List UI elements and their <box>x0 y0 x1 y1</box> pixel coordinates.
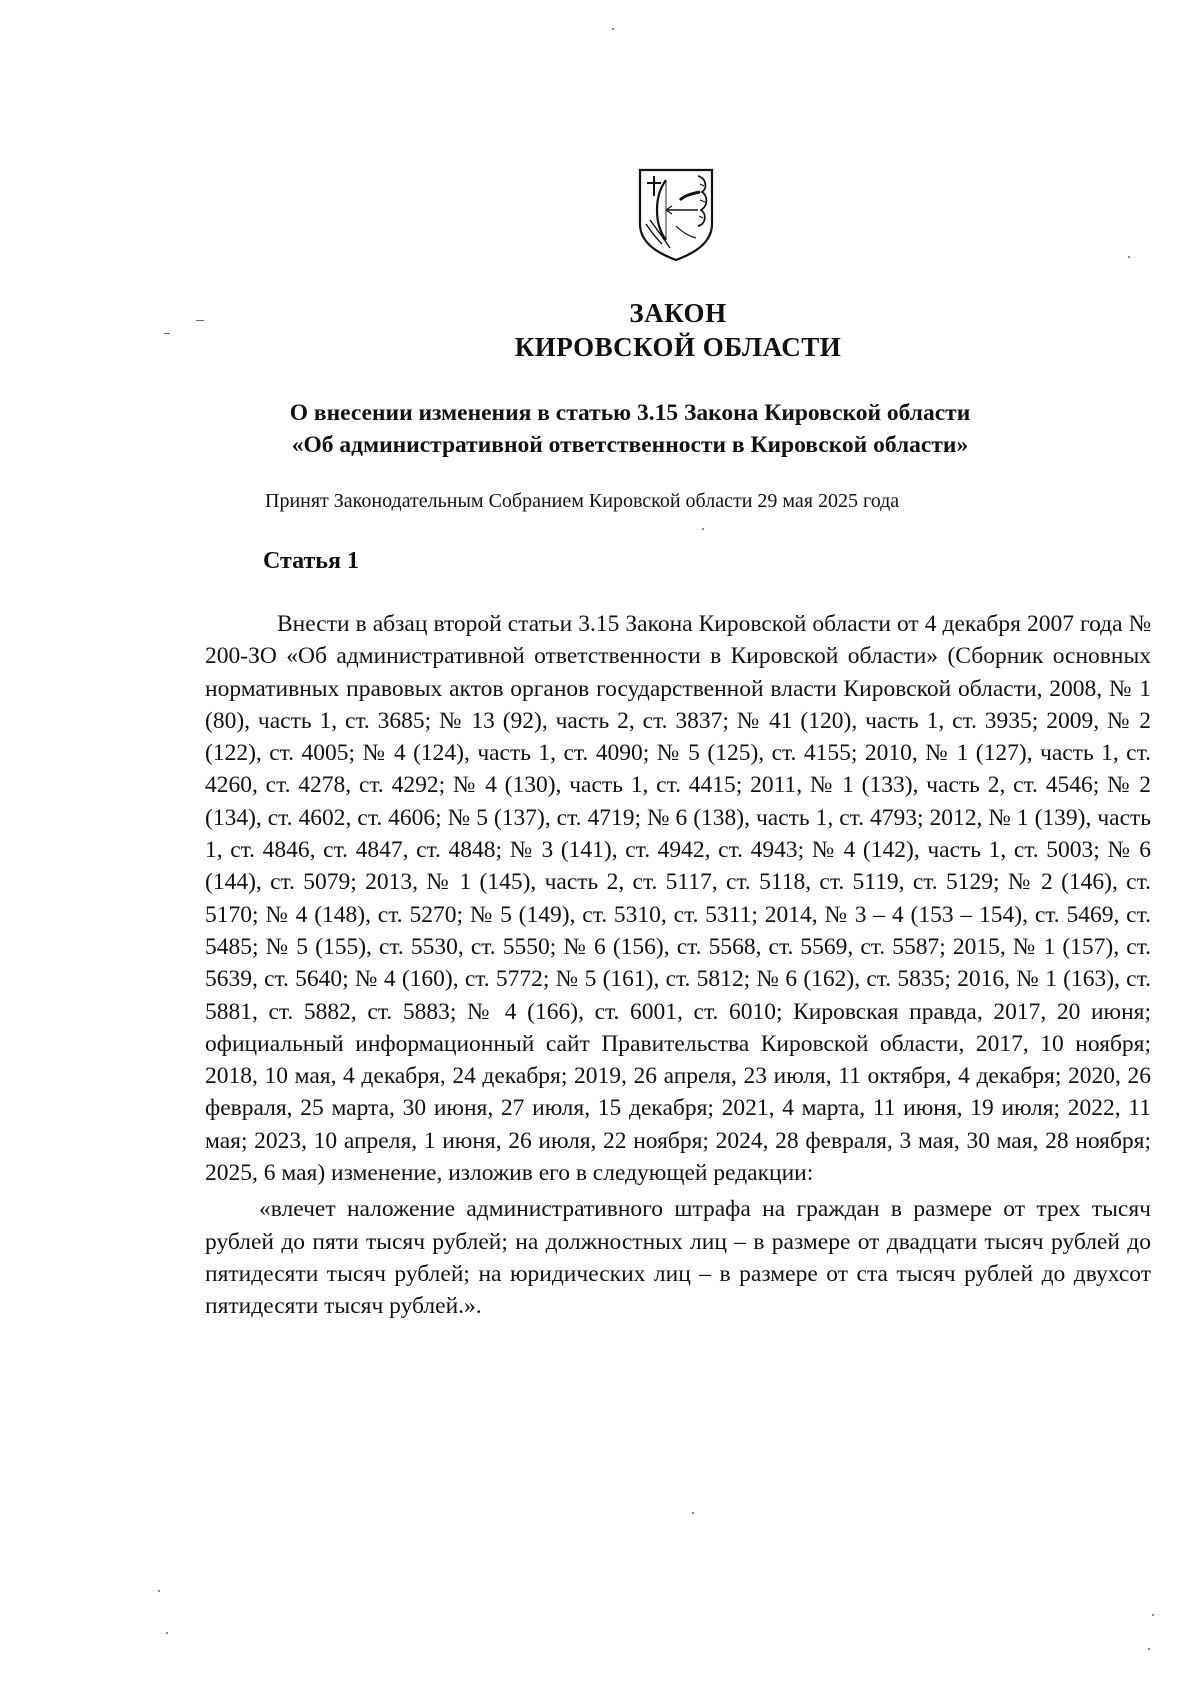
scan-artifact <box>702 528 704 530</box>
scan-artifact <box>1148 1648 1150 1650</box>
law-title: ЗАКОН <box>629 298 727 328</box>
scan-artifact <box>1152 1614 1154 1616</box>
article-body <box>205 608 1151 1323</box>
article-paragraph-1: Внести в абзац второй статьи 3.15 Закона Кировской области от 4 декабря 2007 года № 200-ЗО «Об административной ответственности в Кировской области» (Сборник основных нормативных правовых актов органов государственной власти Кировской области, 2008, № 1 (80), часть 1, ст. 3685; № 13 (92), часть 2, ст. 3837; № 41 (120), часть 1, ст. 3935; 2009, № 2 (122), ст. 4005; № 4 (124), часть 1, ст. 4090; № 5 (125), ст. 4155; 2010, № 1 (127), часть 1, ст. 4260, ст. 4278, ст. 4292; № 4 (130), часть 1, ст. 4415; 2011, № 1 (133), часть 2, ст. 4546; № 2 (134), ст. 4602, ст. 4606; № 5 (137), ст. 4719; № 6 (138), часть 1, ст. 4793; 2012, № 1 (139), часть 1, ст. 4846, ст. 4847, ст. 4848; № 3 (141), ст. 4942, ст. 4943; № 4 (142), часть 1, ст. 5003; № 6 (144), ст. 5079; 2013, № 1 (145), часть 2, ст. 5117, ст. 5118, ст. 5119, ст. 5129; № 2 (146), ст. 5170; № 4 (148), ст. 5270; № 5 (149), ст. 5310, ст. 5311; 2014, № 3 – 4 (153 – 154), ст. 5469, ст. 5485; № 5 (155), ст. 5530, ст. 5550; № 6 (156), ст. 5568, ст. 5569, ст. 5587; 2015, № 1 (157), ст. 5639, ст. 5640; № 4 (160), ст. 5772; № 5 (161), ст. 5812; № 6 (162), ст. 5835; 2016, № 1 (163), ст. 5881, ст. 5882, ст. 5883; № 4 (166), ст. 6001, ст. 6010; Кировская правда, 2017, 20 июня; официальный информационный сайт Правительства Кировской области, 2017, 10 ноября; 2018, 10 мая, 4 декабря, 24 декабря; 2019, 26 апреля, 23 июля, 11 октября, 4 декабря; 2020, 26 февраля, 25 марта, 30 июня, 27 июля, 15 декабря; 2021, 4 марта, 11 июня, 19 июля; 2022, 11 мая; 2023, 10 апреля, 1 июня, 26 июля, 22 ноября; 2024, 28 февраля, 3 мая, 30 мая, 28 ноября; 2025, 6 мая) изменение, изложив его в следующей редакции: <box>205 611 1151 1187</box>
scan-artifact <box>158 1590 160 1592</box>
article-heading: Статья 1 <box>263 548 359 574</box>
adoption-note: Принят Законодательным Собранием Кировской области 29 мая 2025 года <box>265 490 900 512</box>
scan-artifact <box>166 1632 168 1634</box>
scan-artifact <box>164 333 170 334</box>
scan-artifact <box>612 28 614 30</box>
scan-artifact <box>692 1512 694 1514</box>
article-paragraph-2: «влечет наложение административного штрафа на граждан в размере от трех тысяч рублей до пяти тысяч рублей; на должностных лиц – в размере от двадцати тысяч рублей до пятидесяти тысяч рублей; на юридических лиц – в размере от ста тысяч рублей до двухсот пятидесяти тысяч рублей.». <box>205 1196 1151 1320</box>
law-subject-line2: «Об административной ответственности в Кировской области» <box>291 432 969 458</box>
scan-artifact <box>196 320 204 321</box>
law-subject-line1: О внесении изменения в статью 3.15 Закона Кировской области <box>289 400 971 426</box>
law-region: КИРОВСКОЙ ОБЛАСТИ <box>514 332 842 362</box>
kirov-coat-of-arms-icon <box>636 166 716 262</box>
scan-artifact <box>1128 256 1130 258</box>
